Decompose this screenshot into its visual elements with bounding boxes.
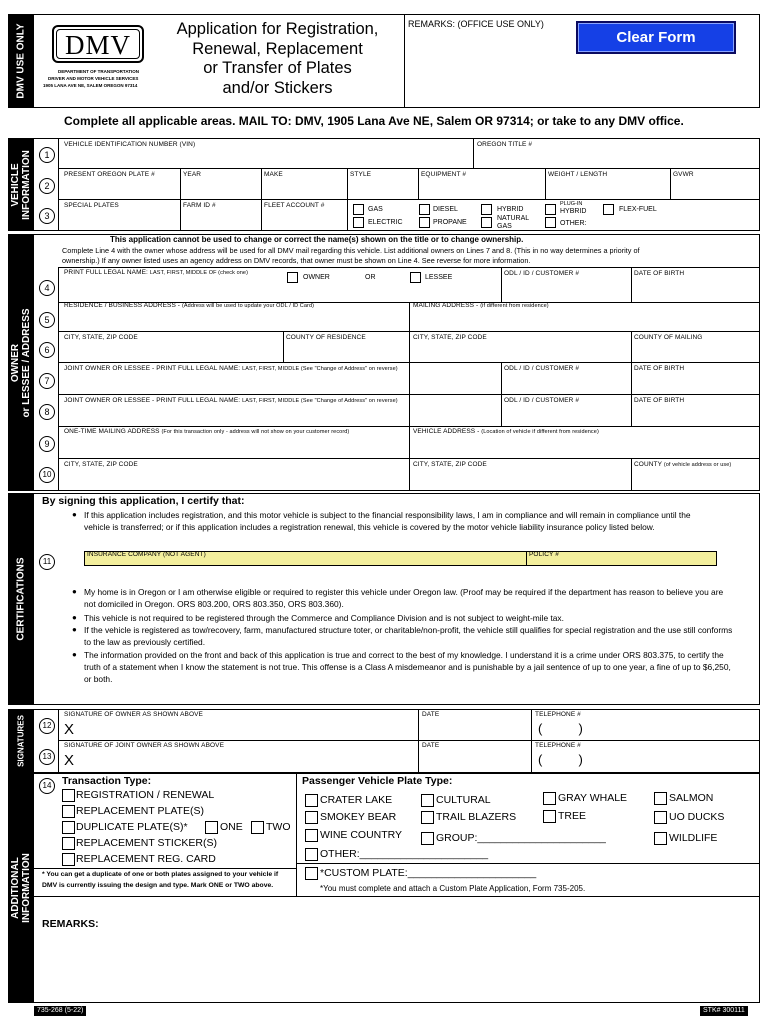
- plate-cultural-checkbox[interactable]: [421, 794, 434, 807]
- tt-heading: Transaction Type:: [62, 775, 152, 787]
- vehicle-sidebar-label: VEHICLE INFORMATION: [10, 149, 32, 220]
- plate-wildlife-label: WILDLIFE: [669, 832, 718, 844]
- plate-ducks-checkbox[interactable]: [654, 811, 667, 824]
- remarks-office-label: REMARKS: (OFFICE USE ONLY): [408, 19, 544, 29]
- owner-row-line: [58, 331, 760, 332]
- full-name-text: PRINT FULL LEGAL NAME:: [64, 269, 148, 276]
- tel1-label: TELEPHONE #: [535, 711, 581, 718]
- odl2-label: ODL / ID / CUSTOMER #: [504, 365, 580, 372]
- oregon-title-label: OREGON TITLE #: [477, 141, 533, 148]
- col-divider: [261, 199, 262, 231]
- vin-divider: [473, 138, 474, 168]
- sig-row-line: [58, 740, 760, 741]
- insurance-label: INSURANCE COMPANY (NOT AGENT): [87, 551, 206, 558]
- plate-trail-checkbox[interactable]: [421, 811, 434, 824]
- line-number-4: 4: [39, 280, 55, 296]
- tt-duplicate-plate-label: DUPLICATE PLATE(S)*: [76, 821, 188, 833]
- fuel-electric-label: ELECTRIC: [368, 219, 403, 226]
- joint2-label: [64, 397, 398, 404]
- dob2-label: DATE OF BIRTH: [634, 365, 685, 372]
- plate-salmon-checkbox[interactable]: [654, 792, 667, 805]
- owner-row-line: [58, 267, 760, 268]
- tt-note-2: DMV is currently issuing the design and type. Mark ONE or TWO above.: [42, 882, 274, 889]
- fuel-plugin-label: PLUG-IN: [560, 201, 583, 207]
- fuel-gas-checkbox[interactable]: [353, 204, 364, 215]
- col-divider: [418, 709, 419, 773]
- year-label: YEAR: [183, 171, 202, 178]
- owner-note2: ownership.) If any owner listed uses an agency address on DMV records, that owner must be shown on Line 4. See reverse for more information.: [62, 256, 531, 265]
- tel2-label: TELEPHONE #: [535, 742, 581, 749]
- date1-label: DATE: [422, 711, 440, 718]
- policy-label: POLICY #: [529, 551, 559, 558]
- owner-row-line: [58, 458, 760, 459]
- plate-tree-checkbox[interactable]: [543, 810, 556, 823]
- odl3-label: ODL / ID / CUSTOMER #: [504, 397, 580, 404]
- dob-label: DATE OF BIRTH: [634, 270, 685, 277]
- plate-smokey-label: SMOKEY BEAR: [320, 811, 397, 823]
- owner-sig-x: X: [64, 721, 75, 738]
- col-divider: [670, 168, 671, 199]
- title-line4: and/or Stickers: [222, 78, 333, 97]
- fuel-other-label: OTHER:: [560, 220, 587, 227]
- tel1-paren: ( ): [538, 721, 583, 736]
- stk-number: STK# 300111: [700, 1006, 748, 1016]
- sig-sidebar: [8, 709, 34, 773]
- fuel-propane-label: PROPANE: [433, 219, 467, 226]
- owner-sidebar-label: [10, 308, 32, 417]
- vin-label: VEHICLE IDENTIFICATION NUMBER (VIN): [64, 141, 196, 148]
- tt-replacement-sticker-label: REPLACEMENT STICKER(S): [76, 837, 217, 849]
- residence-sub: (Address will be used to update your ODL / ID Card): [181, 303, 315, 309]
- equipment-label: EQUIPMENT #: [421, 171, 467, 178]
- city-label: CITY, STATE, ZIP CODE: [64, 334, 138, 341]
- col-divider: [545, 168, 546, 199]
- tt-duplicate-one-label: ONE: [220, 821, 243, 833]
- fuel-propane-checkbox[interactable]: [419, 217, 430, 228]
- make-label: MAKE: [264, 171, 283, 178]
- plate-wildlife-checkbox[interactable]: [654, 832, 667, 845]
- line-number-3: 3: [39, 208, 55, 224]
- or-label: OR: [365, 274, 376, 281]
- fuel-gas-label: GAS: [368, 206, 383, 213]
- tt-replacement-sticker-checkbox[interactable]: [62, 837, 75, 850]
- line-number-11: 11: [39, 554, 55, 570]
- vehicle-sidebar: [8, 138, 34, 231]
- line-number-12: 12: [39, 718, 55, 734]
- vehicle-addr-label: [413, 428, 599, 435]
- custom-divider: [296, 863, 760, 864]
- plate-other-checkbox[interactable]: [305, 848, 318, 861]
- mailing-label: [413, 302, 549, 309]
- joint-sig-x: X: [64, 752, 75, 769]
- dmv-logo: [52, 25, 144, 63]
- line-number-8: 8: [39, 404, 55, 420]
- line-number-9: 9: [39, 436, 55, 452]
- fuel-plugin-hybrid-checkbox[interactable]: [545, 204, 556, 215]
- tt-registration-checkbox[interactable]: [62, 789, 75, 802]
- custom-plate-note: *You must complete and attach a Custom Plate Application, Form 735-205.: [320, 884, 586, 893]
- city3-label: CITY, STATE, ZIP CODE: [64, 461, 138, 468]
- joint-signature-input[interactable]: [80, 752, 414, 770]
- plate-whale-label: GRAY WHALE: [558, 792, 628, 804]
- county-res-label: COUNTY OF RESIDENCE: [286, 334, 366, 341]
- title-line1: Application for Registration,: [176, 20, 379, 38]
- col-divider: [631, 267, 632, 302]
- city2-label: CITY, STATE, ZIP CODE: [413, 334, 487, 341]
- pv-heading: Passenger Vehicle Plate Type:: [302, 775, 453, 787]
- plate-trail-label: TRAIL BLAZERS: [436, 811, 517, 823]
- col-divider: [296, 773, 297, 896]
- plate-crater-checkbox[interactable]: [305, 794, 318, 807]
- title-line3: or Transfer of Plates: [203, 59, 352, 77]
- fuel-flex-label: FLEX-FUEL: [619, 206, 657, 213]
- tt-duplicate-two-checkbox[interactable]: [251, 821, 264, 834]
- plate-label: PRESENT OREGON PLATE #: [64, 171, 155, 178]
- fuel-plugin-hybrid-label: HYBRID: [560, 208, 587, 215]
- line-number-6: 6: [39, 342, 55, 358]
- owner-sidebar-1: OWNER: [10, 343, 21, 382]
- owner-row-line: [58, 426, 760, 427]
- onetime-text: ONE-TIME MAILING ADDRESS: [64, 428, 160, 435]
- line-number-1: 1: [39, 147, 55, 163]
- col-divider: [418, 168, 419, 199]
- col-divider: [283, 331, 284, 362]
- joint2-sub: LAST, FIRST, MIDDLE (See "Change of Address" on reverse): [242, 398, 398, 404]
- fuel-diesel-checkbox[interactable]: [419, 204, 430, 215]
- cert-bullet-3: ● This vehicle is not required to be registered through the Commerce and Compliance Division and is not subject to weight-mile tax.: [84, 612, 734, 624]
- vehicle-addr-text: VEHICLE ADDRESS -: [413, 428, 480, 435]
- joint1-sub: LAST, FIRST, MIDDLE (See "Change of Address" on reverse): [242, 366, 398, 372]
- plate-custom-label: *CUSTOM PLATE:______________________: [320, 867, 537, 879]
- tt-registration-label: REGISTRATION / RENEWAL: [76, 789, 215, 801]
- gvwr-label: GVWR: [673, 171, 694, 178]
- plate-smokey-checkbox[interactable]: [305, 811, 318, 824]
- full-name-label: [64, 269, 248, 276]
- num-col: [58, 138, 59, 231]
- remarks-input[interactable]: [100, 914, 755, 998]
- lessee-checkbox[interactable]: [410, 272, 421, 283]
- col-divider: [347, 168, 348, 199]
- line-number-2: 2: [39, 178, 55, 194]
- plate-wine-label: WINE COUNTRY: [320, 829, 403, 841]
- dmv-use-only-bar: [8, 14, 34, 108]
- fuel-natural-gas-label: GAS: [497, 223, 512, 230]
- logo-sub2: DRIVER AND MOTOR VEHICLE SERVICES: [48, 76, 139, 81]
- mailing-sub: (if different from residence): [480, 303, 549, 309]
- col-divider: [180, 168, 181, 199]
- dmv-use-only-label: DMV USE ONLY: [15, 23, 27, 99]
- dmv-logo-text: DMV: [64, 30, 131, 60]
- plate-crater-label: CRATER LAKE: [320, 794, 393, 806]
- remarks-label: REMARKS:: [42, 918, 99, 930]
- cert-heading: By signing this application, I certify that:: [42, 495, 245, 507]
- tt-duplicate-one-checkbox[interactable]: [205, 821, 218, 834]
- lessee-checkbox-label: LESSEE: [425, 274, 453, 281]
- tt-replacement-card-label: REPLACEMENT REG. CARD: [76, 853, 216, 865]
- residence-text: RESIDENCE / BUSINESS ADDRESS -: [64, 302, 181, 309]
- row2-line: [58, 199, 760, 200]
- county-veh-text: COUNTY: [634, 461, 662, 468]
- col-divider: [501, 267, 502, 302]
- line-number-10: 10: [39, 467, 55, 483]
- residence-label: [64, 302, 314, 309]
- fuel-flex-checkbox[interactable]: [603, 204, 614, 215]
- sig-num-col: [58, 709, 59, 773]
- cert-bullet-5: ● The information provided on the front and back of this application is true and correct to the best of my knowledge. I understand it is a crime under ORS 803.375, to certify the truth of a statement when I know the statement is not true. This offense is a Class A misdemeanor and is punishable by a jail sentence of up to one year, a fine of up to $6,250, or both.: [84, 649, 734, 685]
- owner-checkbox[interactable]: [287, 272, 298, 283]
- tel2-input[interactable]: [600, 751, 756, 769]
- insurance-input[interactable]: [88, 558, 522, 566]
- owner-checkbox-label: OWNER: [303, 274, 330, 281]
- tt-note-divider: [34, 868, 296, 869]
- plate-group-label: GROUP:______________________: [436, 832, 606, 844]
- policy-input[interactable]: [530, 558, 714, 566]
- line-number-5: 5: [39, 312, 55, 328]
- plate-whale-checkbox[interactable]: [543, 792, 556, 805]
- line-number-14: 14: [39, 778, 55, 794]
- plate-group-checkbox[interactable]: [421, 832, 434, 845]
- plate-cultural-label: CULTURAL: [436, 794, 491, 806]
- header-divider: [404, 14, 405, 108]
- col-divider: [180, 199, 181, 231]
- special-plates-label: SPECIAL PLATES: [64, 202, 119, 209]
- owner-sidebar-2: or LESSEE / ADDRESS: [21, 307, 32, 418]
- fuel-diesel-label: DIESEL: [433, 206, 458, 213]
- county-veh-sub: (of vehicle address or use): [663, 462, 732, 468]
- additional-sidebar-label: ADDITIONAL INFORMATION: [10, 853, 32, 923]
- oregon-title-input[interactable]: [477, 150, 757, 166]
- fuel-hybrid-label: HYBRID: [497, 206, 524, 213]
- plate-other-label: OTHER:______________________: [320, 848, 489, 860]
- tt-duplicate-plate-checkbox[interactable]: [62, 821, 75, 834]
- weight-label: WEIGHT / LENGTH: [548, 171, 608, 178]
- farm-id-label: FARM ID #: [183, 202, 216, 209]
- logo-sub1: DEPARTMENT OF TRANSPORTATION: [58, 69, 139, 74]
- plate-tree-label: TREE: [558, 810, 587, 822]
- tel2-paren: ( ): [538, 752, 583, 767]
- tt-replacement-plate-label: REPLACEMENT PLATE(S): [76, 805, 204, 817]
- col-divider: [531, 709, 532, 773]
- joint2-text: JOINT OWNER OR LESSEE - PRINT FULL LEGAL NAME:: [64, 397, 241, 404]
- col-divider: [261, 168, 262, 199]
- col-divider: [631, 458, 632, 490]
- dob3-label: DATE OF BIRTH: [634, 397, 685, 404]
- owner-sig-label: SIGNATURE OF OWNER AS SHOWN ABOVE: [64, 711, 203, 718]
- clear-form-button[interactable]: [576, 21, 736, 54]
- plate-custom-checkbox[interactable]: [305, 867, 318, 880]
- row1-line: [58, 168, 760, 169]
- county-mail-label: COUNTY OF MAILING: [634, 334, 703, 341]
- tt-duplicate-two-label: TWO: [266, 821, 291, 833]
- cert-bullet-2: ● My home is in Oregon or I am otherwise eligible or required to register this vehicle under Oregon law. (Proof may be required if the department has reason to believe you are not domiciled in Oregon. ORS 803.200, ORS 803.350, ORS 803.360).: [84, 586, 734, 610]
- cert-bullet-4: ● If the vehicle is registered as tow/recovery, farm, manufactured structure toter, or charitable/non-profit, the vehicle still qualifies for special registration and the use still conforms to the law as previously certified.: [84, 624, 734, 648]
- form-title: [150, 20, 405, 98]
- date1-input[interactable]: [422, 720, 528, 738]
- county-veh-label: [634, 461, 731, 468]
- cert-sidebar: [8, 493, 34, 705]
- tt-note-1: * You can get a duplicate of one or both plates assigned to your vehicle if: [42, 871, 279, 878]
- joint1-text: JOINT OWNER OR LESSEE - PRINT FULL LEGAL NAME:: [64, 365, 241, 372]
- additional-sidebar: [8, 773, 34, 1003]
- joint1-label: [64, 365, 398, 372]
- odl-label: ODL / ID / CUSTOMER #: [504, 270, 580, 277]
- plate-salmon-label: SALMON: [669, 792, 714, 804]
- city4-label: CITY, STATE, ZIP CODE: [413, 461, 487, 468]
- fleet-account-label: FLEET ACCOUNT #: [264, 202, 325, 209]
- dmv-logo-inner: [56, 29, 140, 59]
- date2-label: DATE: [422, 742, 440, 749]
- plate-ducks-label: UO DUCKS: [669, 811, 725, 823]
- logo-sub3: 1905 LANA AVE NE, SALEM OREGON 97314: [43, 83, 138, 88]
- owner-note1: Complete Line 4 with the owner whose address will be used for all DMV mail regarding this vehicle. List additional owners on Lines 7 and 8. (This in no way determines a priority of: [62, 246, 640, 255]
- owner-warning: This application cannot be used to change or correct the name(s) shown on the title or to change ownership.: [110, 235, 524, 244]
- style-label: STYLE: [350, 171, 372, 178]
- tel1-input[interactable]: [600, 720, 756, 738]
- owner-row-line: [58, 394, 760, 395]
- onetime-sub: (For this transaction only - address will not show on your customer record): [161, 429, 350, 435]
- vehicle-addr-sub: (Location of vehicle if different from residence): [481, 429, 599, 435]
- vin-input[interactable]: [62, 150, 470, 166]
- cert-bullet-1: ● If this application includes registration, and this motor vehicle is subject to the financial responsibility laws, I am in compliance and will remain in compliance until the vehicle is transferred; or if this application includes a registration renewal, this vehicle is covered by the motor vehicle liability insurance policy listed below.: [84, 509, 704, 533]
- onetime-label: [64, 428, 349, 435]
- fuel-natural-gas-checkbox[interactable]: [481, 217, 492, 228]
- col-divider: [526, 551, 527, 566]
- date2-input[interactable]: [422, 751, 528, 769]
- title-line2: Renewal, Replacement: [192, 39, 363, 58]
- line-number-13: 13: [39, 749, 55, 765]
- owner-signature-input[interactable]: [80, 721, 414, 739]
- full-name-sub: LAST, FIRST, MIDDLE OF (check one): [149, 270, 249, 276]
- owner-row-line: [58, 362, 760, 363]
- owner-sidebar: [8, 234, 34, 491]
- mailing-text: MAILING ADDRESS -: [413, 302, 479, 309]
- cert-sidebar-label: CERTIFICATIONS: [15, 557, 27, 641]
- tt-replacement-card-checkbox[interactable]: [62, 853, 75, 866]
- col-divider: [347, 199, 348, 231]
- col-divider: [631, 331, 632, 362]
- tt-replacement-plate-checkbox[interactable]: [62, 805, 75, 818]
- fuel-electric-checkbox[interactable]: [353, 217, 364, 228]
- form-number: 735-268 (5-22): [34, 1006, 86, 1016]
- additional-divider: [34, 896, 760, 897]
- fuel-hybrid-checkbox[interactable]: [481, 204, 492, 215]
- joint-sig-label: SIGNATURE OF JOINT OWNER AS SHOWN ABOVE: [64, 742, 225, 749]
- clear-form-label: Clear Form: [616, 29, 696, 46]
- fuel-other-checkbox[interactable]: [545, 217, 556, 228]
- sig-sidebar-label: SIGNATURES: [16, 715, 26, 767]
- plate-wine-checkbox[interactable]: [305, 829, 318, 842]
- fuel-natural-label: NATURAL: [497, 215, 530, 222]
- line-number-7: 7: [39, 373, 55, 389]
- instruction-line: Complete all applicable areas. MAIL TO: DMV, 1905 Lana Ave NE, Salem OR 97314; or take to any DMV office.: [64, 114, 684, 128]
